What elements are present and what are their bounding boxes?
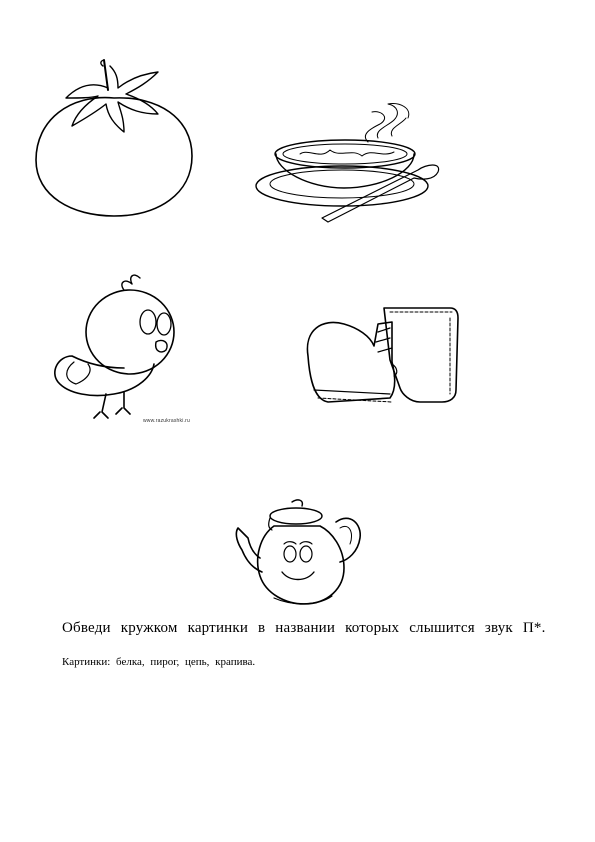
chick-icon — [44, 272, 194, 422]
watermark-text: www.razukrashki.ru — [143, 418, 190, 424]
soup-bowl-icon — [248, 98, 448, 226]
tomato-icon — [30, 58, 198, 218]
boots-icon — [300, 298, 470, 410]
pictures-note: Картинки: белка, пирог, цепь, крапива. — [62, 656, 256, 668]
instruction-text: Обведи кружком картинки в названии которых слышится звук П*. — [62, 620, 546, 636]
teapot-icon — [232, 498, 372, 610]
